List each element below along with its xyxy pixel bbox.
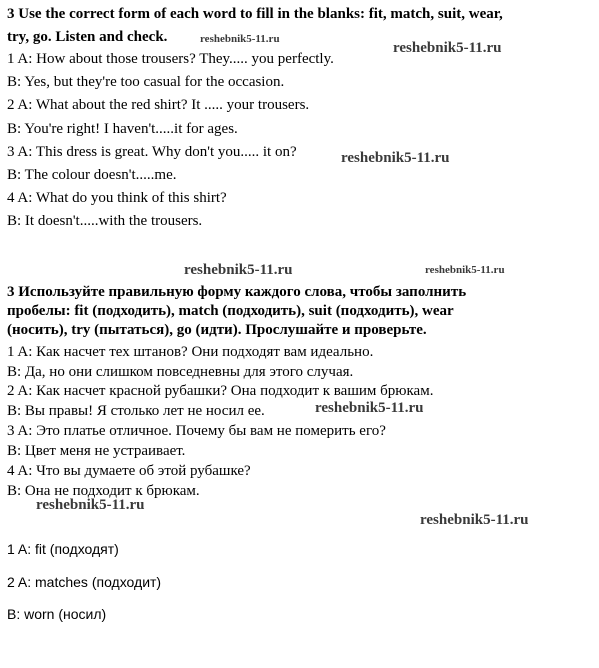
exercise-heading-en-line1: 3 Use the correct form of each word to fill in the blanks: fit, match, suit, wear, bbox=[7, 6, 503, 22]
dialogue-line-ru-3: 2 A: Как насчет красной рубашки? Она подходит к вашим брюкам. bbox=[7, 383, 434, 399]
exercise-heading-ru-line3: (носить), try (пытаться), go (идти). Прослушайте и проверьте. bbox=[7, 322, 427, 338]
watermark-text: reshebnik5-11.ru bbox=[36, 497, 145, 513]
dialogue-line-en-1: 1 A: How about those trousers? They..... you perfectly. bbox=[7, 51, 334, 67]
dialogue-line-en-4: B: You're right! I haven't.....it for ages. bbox=[7, 121, 238, 137]
answer-line-2: 2 A: matches (подходит) bbox=[7, 574, 162, 590]
watermark-text: reshebnik5-11.ru bbox=[200, 33, 280, 45]
dialogue-line-en-6: B: The colour doesn't.....me. bbox=[7, 167, 177, 183]
watermark-text: reshebnik5-11.ru bbox=[315, 400, 424, 416]
dialogue-line-ru-7: 4 A: Что вы думаете об этой рубашке? bbox=[7, 463, 251, 479]
dialogue-line-en-2: B: Yes, but they're too casual for the occasion. bbox=[7, 74, 285, 90]
dialogue-line-ru-1: 1 A: Как насчет тех штанов? Они подходят вам идеально. bbox=[7, 344, 374, 360]
exercise-heading-ru-line2: пробелы: fit (подходить), match (подходить), suit (подходить), wear bbox=[7, 303, 454, 319]
watermark-text: reshebnik5-11.ru bbox=[420, 512, 529, 528]
dialogue-line-ru-6: B: Цвет меня не устраивает. bbox=[7, 443, 186, 459]
dialogue-line-ru-2: B: Да, но они слишком повседневны для этого случая. bbox=[7, 364, 354, 380]
watermark-text: reshebnik5-11.ru bbox=[393, 40, 502, 56]
watermark-text: reshebnik5-11.ru bbox=[184, 262, 293, 278]
watermark-text: reshebnik5-11.ru bbox=[341, 150, 450, 166]
watermark-text: reshebnik5-11.ru bbox=[425, 264, 505, 276]
answer-line-1: 1 A: fit (подходят) bbox=[7, 541, 119, 557]
dialogue-line-en-5: 3 A: This dress is great. Why don't you..... it on? bbox=[7, 144, 297, 160]
answer-line-3: B: worn (носил) bbox=[7, 606, 107, 622]
dialogue-line-ru-8: B: Она не подходит к брюкам. bbox=[7, 483, 200, 499]
exercise-heading-ru-line1: 3 Используйте правильную форму каждого слова, чтобы заполнить bbox=[7, 284, 467, 300]
dialogue-line-en-3: 2 A: What about the red shirt? It ..... your trousers. bbox=[7, 97, 310, 113]
dialogue-line-en-8: B: It doesn't.....with the trousers. bbox=[7, 213, 203, 229]
exercise-heading-en-line2: try, go. Listen and check. bbox=[7, 29, 168, 45]
dialogue-line-ru-4: B: Вы правы! Я столько лет не носил ее. bbox=[7, 403, 265, 419]
dialogue-line-ru-5: 3 A: Это платье отличное. Почему бы вам не померить его? bbox=[7, 423, 386, 439]
dialogue-line-en-7: 4 A: What do you think of this shirt? bbox=[7, 190, 227, 206]
